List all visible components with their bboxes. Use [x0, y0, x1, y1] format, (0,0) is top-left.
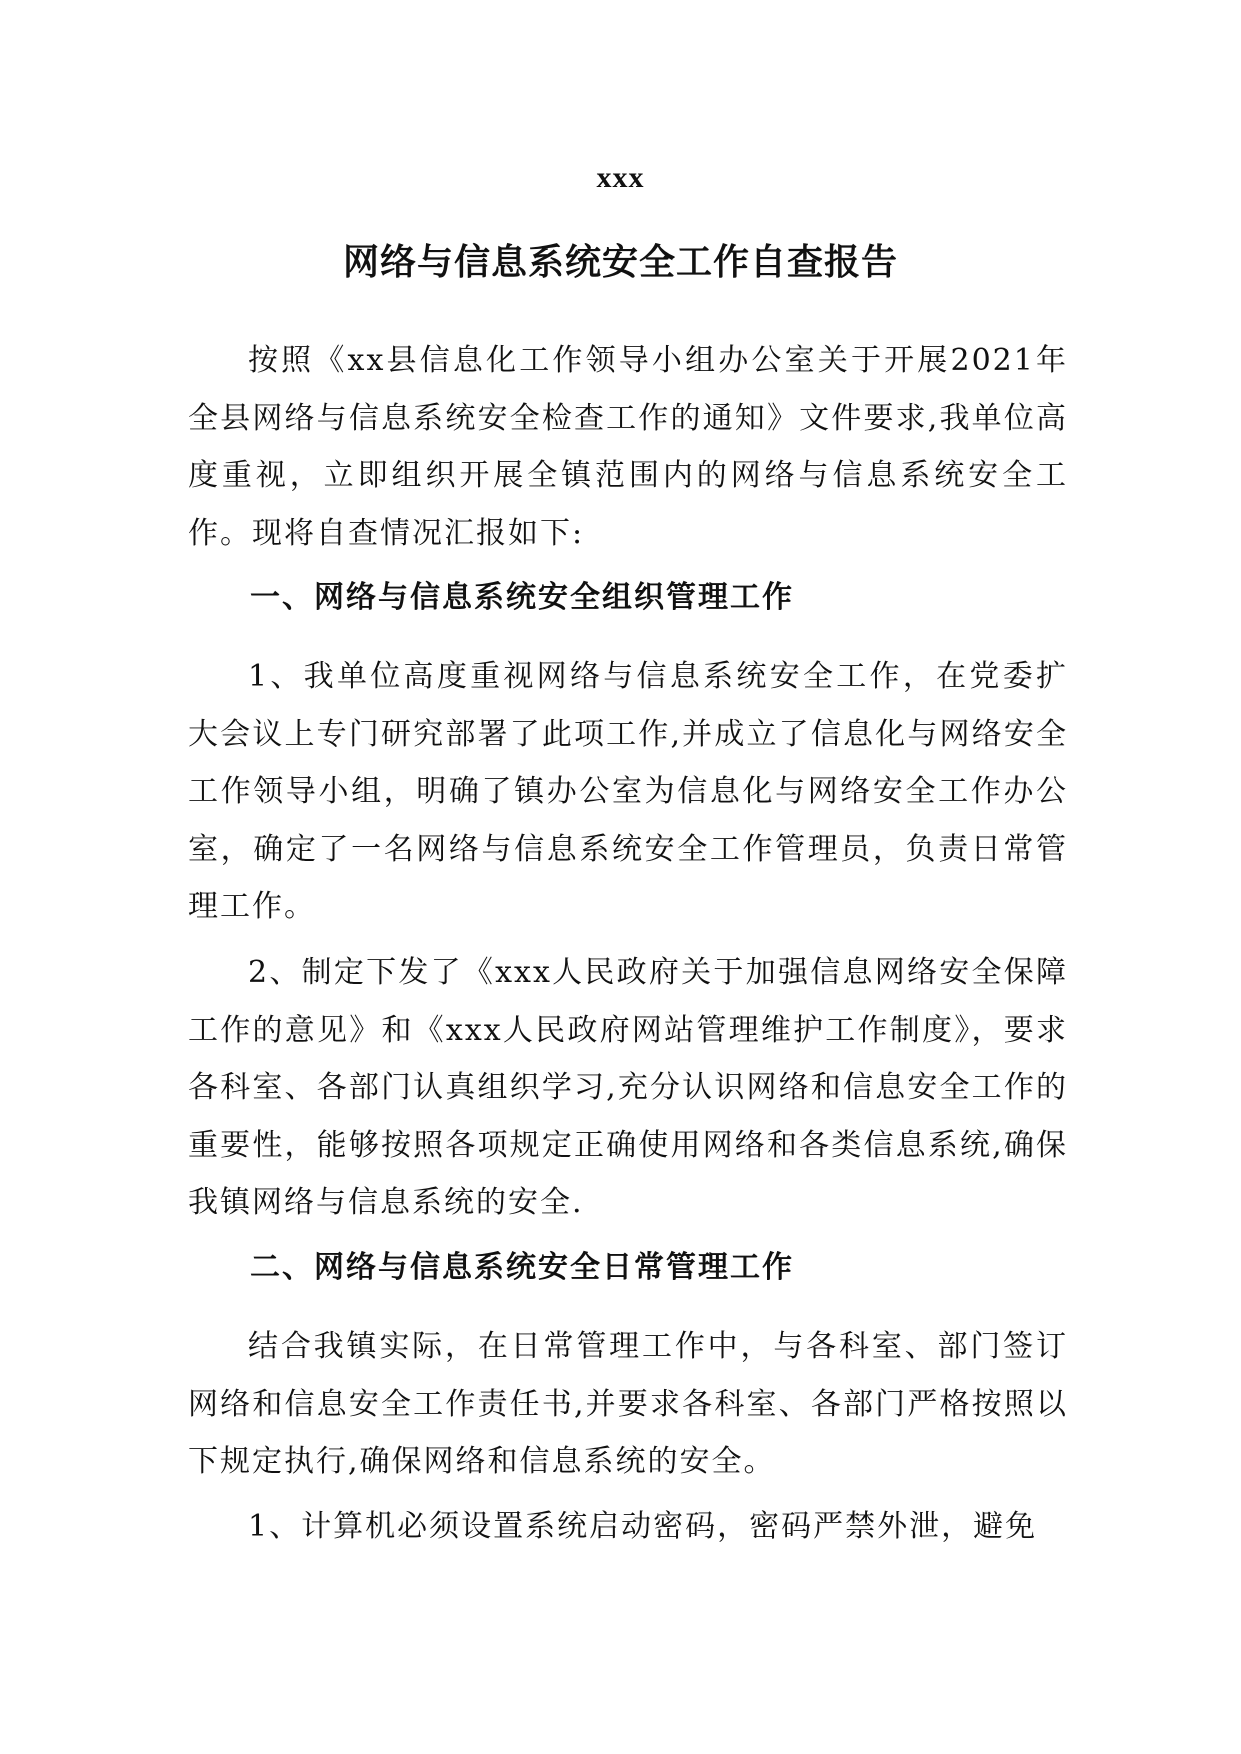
section-2-paragraph-1: 结合我镇实际，在日常管理工作中，与各科室、部门签订网络和信息安全工作责任书,并要求各科室、各部门严格按照以下规定执行,确保网络和信息系统的安全。	[188, 1329, 1068, 1479]
section-2-heading: 二、网络与信息系统安全日常管理工作	[250, 1250, 794, 1285]
section-1-paragraph-1: 1、我单位高度重视网络与信息系统安全工作，在党委扩大会议上专门研究部署了此项工作,并成立了信息化与网络安全工作领导小组，明确了镇办公室为信息化与网络安全工作办公室，确定了一名网络与信息系统安全工作管理员，负责日常管理工作。	[188, 659, 1068, 924]
section-1-heading: 一、网络与信息系统安全组织管理工作	[250, 580, 794, 615]
organization-name: xxx	[596, 161, 645, 194]
document-title: 网络与信息系统安全工作自查报告	[342, 241, 898, 283]
intro-paragraph: 按照《xx县信息化工作领导小组办公室关于开展2021年全县网络与信息系统安全检查工作的通知》文件要求,我单位高度重视，立即组织开展全镇范围内的网络与信息系统安全工作。现将自查情况汇报如下:	[188, 343, 1068, 551]
section-2-paragraph-2: 1、计算机必须设置系统启动密码，密码严禁外泄，避免	[248, 1509, 1038, 1544]
section-1-paragraph-2: 2、制定下发了《xxx人民政府关于加强信息网络安全保障工作的意见》和《xxx人民政府网站管理维护工作制度》，要求各科室、各部门认真组织学习,充分认识网络和信息安全工作的重要性，能够按照各项规定正确使用网络和各类信息系统,确保我镇网络与信息系统的安全.	[188, 955, 1068, 1220]
